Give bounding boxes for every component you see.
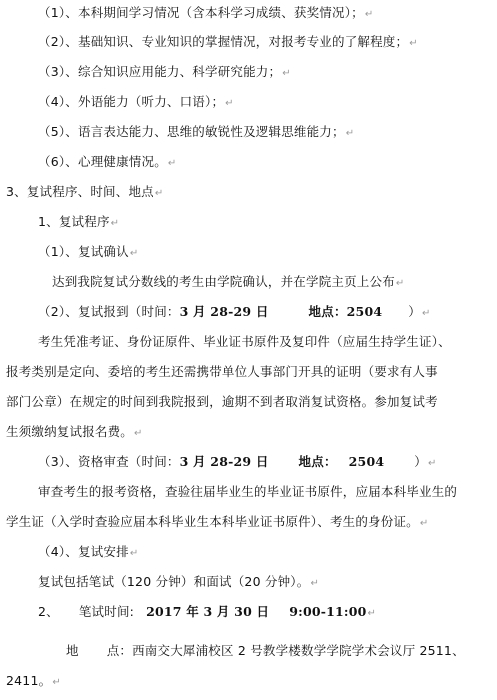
paragraph-mark-icon: ↵ <box>134 428 143 439</box>
written-exam-time: 2、 笔试时间: 2017 年 3 月 30 日 9:00-11:00↵ <box>38 604 377 619</box>
qualification-location-label: 地点： <box>298 454 337 469</box>
item-registration: （2）、复试报到（时间：3 月 28-29 日 地点：2504 ）↵ <box>38 304 431 319</box>
paragraph-arrangement: 复试包括笔试（120 分钟）和面试（20 分钟）。↵ <box>38 574 320 589</box>
list-item-knowledge: （2）、基础知识、专业知识的掌握情况，对报考专业的了解程度；↵ <box>38 34 418 49</box>
subsection-heading-procedure: 1、复试程序↵ <box>38 214 120 229</box>
paragraph-mark-icon: ↵ <box>395 278 405 289</box>
written-exam-hours: 9:00-11:00 <box>289 604 367 619</box>
list-item-language: （4）、外语能力（听力、口语）；↵ <box>38 94 234 109</box>
written-exam-location: 地 点：西南交大犀浦校区 2 号教学楼数学学院学术会议厅 2511、 <box>66 643 465 658</box>
list-item-expression: （5）、语言表达能力、思维的敏锐性及逻辑思维能力；↵ <box>38 124 355 139</box>
paragraph-registration-2: 报考类别是定向、委培的考生还需携带单位人事部门开具的证明（要求有人事 <box>6 364 438 379</box>
paragraph-mark-icon: ↵ <box>110 218 120 229</box>
paragraph-registration-4: 生须缴纳复试报名费。↵ <box>6 424 143 439</box>
paragraph-mark-icon: ↵ <box>427 458 437 469</box>
paragraph-registration-1: 考生凭准考证、身份证原件、毕业证书原件及复印件（应届生持学生证）、 <box>38 334 451 349</box>
paragraph-mark-icon: ↵ <box>154 188 164 199</box>
paragraph-qualification-2: 学生证（入学时查验应届本科毕业生本科毕业证书原件）、考生的身份证。↵ <box>6 514 429 529</box>
registration-date: 3 月 28-29 日 <box>179 304 269 319</box>
paragraph-mark-icon: ↵ <box>419 518 429 529</box>
paragraph-mark-icon: ↵ <box>409 38 418 49</box>
paragraph-mark-icon: ↵ <box>310 578 320 589</box>
list-item-study: （1）、本科期间学习情况（含本科学习成绩、获奖情况）；↵ <box>38 5 374 20</box>
paragraph-qualification-1: 审查考生的报考资格，查验往届毕业生的毕业证书原件，应届本科毕业生的 <box>38 484 458 499</box>
item-qualification: （3）、资格审查（时间：3 月 28-29 日 地点： 2504 ）↵ <box>38 454 437 469</box>
paragraph-mark-icon: ↵ <box>367 608 377 619</box>
section-heading-3: 3、复试程序、时间、地点↵ <box>6 184 164 199</box>
paragraph-mark-icon: ↵ <box>345 128 355 139</box>
list-item-ability: （3）、综合知识应用能力、科学研究能力；↵ <box>38 64 291 79</box>
paragraph-mark-icon: ↵ <box>52 677 61 688</box>
paragraph-mark-icon: ↵ <box>421 308 431 319</box>
qualification-date: 3 月 28-29 日 <box>179 454 269 469</box>
paragraph-mark-icon: ↵ <box>167 158 177 169</box>
paragraph-mark-icon: ↵ <box>225 98 234 109</box>
written-exam-location-cont: 2411。↵ <box>6 673 61 688</box>
registration-location: 地点：2504 <box>308 304 383 319</box>
paragraph-mark-icon: ↵ <box>364 9 374 20</box>
list-item-psychology: （6）、心理健康情况。↵ <box>38 154 177 169</box>
paragraph-registration-3: 部门公章）在规定的时间到我院报到，逾期不到者取消复试资格。参加复试考 <box>6 394 438 409</box>
written-exam-date: 2017 年 3 月 30 日 <box>146 604 270 619</box>
paragraph-mark-icon: ↵ <box>282 68 291 79</box>
item-confirmation: （1）、复试确认↵ <box>38 244 139 259</box>
qualification-location: 2504 <box>348 454 385 469</box>
paragraph-mark-icon: ↵ <box>129 248 139 259</box>
item-arrangement: （4）、复试安排↵ <box>38 544 139 559</box>
paragraph-confirmation: 达到我院复试分数线的考生由学院确认，并在学院主页上公布↵ <box>52 274 405 289</box>
paragraph-mark-icon: ↵ <box>129 548 139 559</box>
